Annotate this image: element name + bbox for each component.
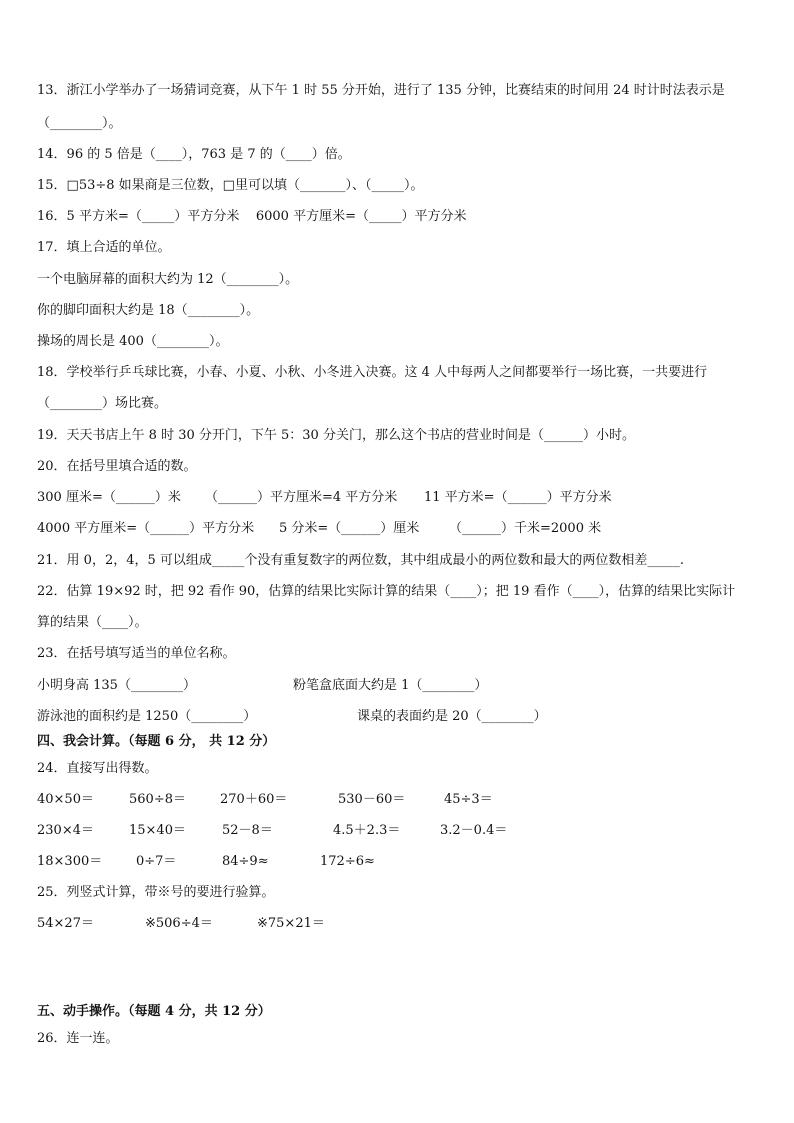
- q25-title: 25．列竖式计算，带※号的要进行验算。: [37, 885, 275, 900]
- q24-r2-c2: 15×40＝: [129, 823, 186, 838]
- section-4-heading: 四、我会计算。（每题 6 分， 共 12 分）: [37, 734, 276, 749]
- q24-r1-c3: 270＋60＝: [220, 792, 288, 807]
- q24-r1-c2: 560÷8＝: [129, 792, 186, 807]
- q25-item-3: ※75×21＝: [257, 916, 325, 931]
- q18-line2: （________）场比赛。: [37, 396, 168, 411]
- q17-title: 17．填上合适的单位。: [37, 240, 171, 255]
- q23-r2-c2: 课桌的表面约是 20（________）: [357, 709, 547, 724]
- q18-line1: 18．学校举行乒乓球比赛，小春、小夏、小秋、小冬进入决赛。这 4 人中每两人之间都要举行一场比赛，一共要进行: [37, 365, 708, 380]
- q24-r2-c4: 4.5＋2.3＝: [333, 823, 401, 838]
- q24-r2-c5: 3.2－0.4＝: [440, 823, 508, 838]
- q24-r3-c2: 0÷7＝: [136, 854, 177, 869]
- q13-line1: 13．浙江小学举办了一场猜词竞赛，从下午 1 时 55 分开始，进行了 135 分钟，比赛结束的时间用 24 时计时法表示是: [37, 83, 725, 98]
- q26-title: 26．连一连。: [37, 1031, 119, 1046]
- q23-r1-c2: 粉笔盒底面大约是 1（________）: [293, 678, 488, 693]
- q25-item-2: ※506÷4＝: [145, 916, 213, 931]
- q23-r1-c1: 小明身高 135（________）: [37, 678, 196, 693]
- q20-r2-c1: 4000 平方厘米=（______）平方分米: [37, 521, 255, 536]
- q23-title: 23．在括号填写适当的单位名称。: [37, 646, 236, 661]
- q25-item-1: 54×27＝: [37, 916, 94, 931]
- q20-r2-c3: （______）千米=2000 米: [449, 521, 602, 536]
- q24-r1-c4: 530－60＝: [338, 792, 406, 807]
- q24-r1-c1: 40×50＝: [37, 792, 94, 807]
- q24-r1-c5: 45÷3＝: [444, 792, 493, 807]
- q24-r2-c1: 230×4＝: [37, 823, 94, 838]
- q17-item-a: 一个电脑屏幕的面积大约为 12（________）。: [37, 272, 299, 287]
- q19: 19．天天书店上午 8 时 30 分开门，下午 5：30 分关门，那么这个书店的营业时间是（______）小时。: [37, 428, 635, 443]
- q22-line2: 算的结果（____）。: [37, 615, 148, 630]
- q23-r2-c1: 游泳池的面积约是 1250（________）: [37, 709, 257, 724]
- q24-r2-c3: 52－8＝: [222, 823, 273, 838]
- q21: 21．用 0，2，4，5 可以组成_____个没有重复数字的两位数，其中组成最小的两位数和最大的两位数相差_____.: [37, 553, 685, 568]
- q22-line1: 22．估算 19×92 时，把 92 看作 90，估算的结果比实际计算的结果（____）；把 19 看作（____），估算的结果比实际计: [37, 584, 736, 599]
- q24-r3-c1: 18×300＝: [37, 854, 103, 869]
- q14: 14．96 的 5 倍是（____），763 是 7 的（____）倍。: [37, 147, 351, 162]
- q13-line2: （________）。: [37, 116, 122, 131]
- q24-r3-c3: 84÷9≈: [222, 854, 269, 869]
- q24-title: 24．直接写出得数。: [37, 761, 158, 776]
- section-5-heading: 五、动手操作。（每题 4 分，共 12 分）: [37, 1004, 271, 1019]
- q20-title: 20．在括号里填合适的数。: [37, 459, 197, 474]
- q20-r1-c3: 11 平方米=（______）平方分米: [424, 490, 612, 505]
- q15: 15．□53÷8 如果商是三位数，□里可以填（_______）、（_____）。: [37, 178, 424, 193]
- q24-r3-c4: 172÷6≈: [320, 854, 375, 869]
- q16: 16．5 平方米=（_____）平方分米 6000 平方厘米=（_____）平方分米: [37, 209, 467, 224]
- q20-r2-c2: 5 分米=（______）厘米: [279, 521, 420, 536]
- q17-item-b: 你的脚印面积大约是 18（________）。: [37, 303, 260, 318]
- q17-item-c: 操场的周长是 400（________）。: [37, 334, 229, 349]
- q20-r1-c1: 300 厘米=（______）米: [37, 490, 181, 505]
- q20-r1-c2: （______）平方厘米=4 平方分米: [205, 490, 398, 505]
